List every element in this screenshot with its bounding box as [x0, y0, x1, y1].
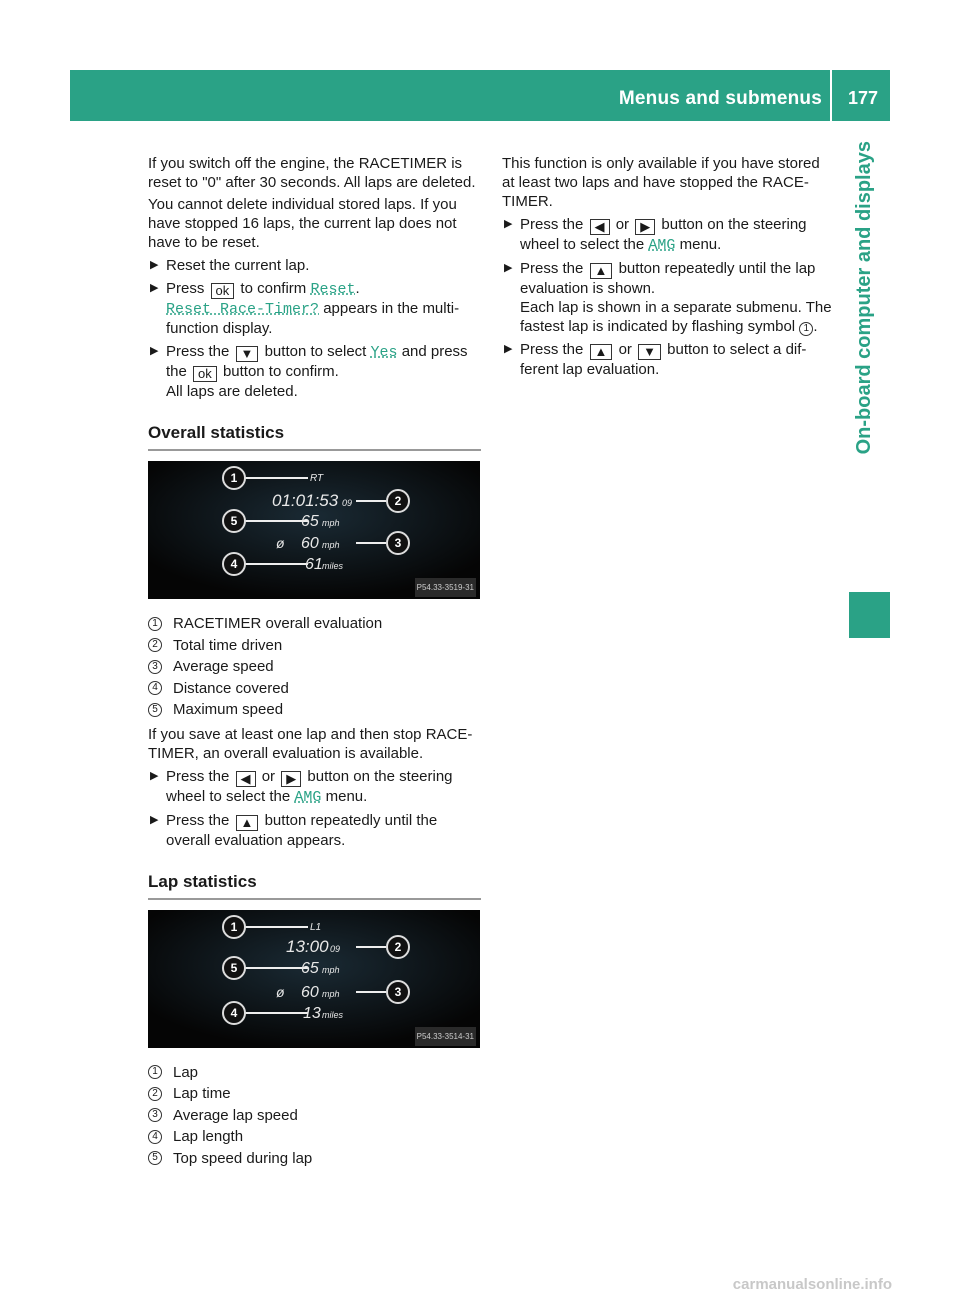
- down-key-icon: ▼: [236, 346, 259, 362]
- time-sub: 09: [342, 498, 353, 508]
- left-column: [148, 154, 481, 1169]
- instruction-step: ▶ Press the ▲ or ▼ button to select a dif-ferent lap evaluation.: [504, 341, 807, 378]
- time-sub: 09: [330, 943, 341, 954]
- ok-key-icon: ok: [193, 366, 217, 382]
- time-value: 13:00: [286, 936, 329, 956]
- display-text: Reset: [310, 281, 356, 298]
- section-heading: Overall statistics: [148, 423, 481, 451]
- side-tab-label: On-board computer and displays: [853, 141, 875, 455]
- right-column: [502, 154, 835, 382]
- arrow-right-icon: ▶: [150, 813, 159, 826]
- up-key-icon: ▲: [236, 815, 259, 831]
- down-key-icon: ▼: [638, 344, 661, 360]
- arrow-right-icon: ▶: [150, 345, 159, 357]
- display-text: AMG: [648, 237, 676, 254]
- speed-unit: mph: [322, 518, 340, 528]
- label-top: RT: [310, 473, 324, 484]
- arrow-right-icon: ▶: [150, 769, 159, 782]
- ok-key-icon: ok: [211, 283, 235, 299]
- figure-code: P54.33-3519-31: [415, 578, 476, 597]
- paragraph: This function is only available if you have stored at least two laps and have stopped the RACE-TIMER.: [502, 155, 820, 210]
- header-separator: [830, 70, 832, 121]
- side-tab-marker: [849, 592, 890, 638]
- speed-unit: mph: [322, 540, 340, 550]
- page-number: 177: [847, 88, 878, 108]
- paragraph: If you save at least one lap and then stop RACE-TIMER, an overall evaluation is available.: [148, 725, 473, 762]
- left-key-icon: ◀: [236, 771, 256, 787]
- time-value: 01:01:53: [272, 491, 339, 510]
- right-key-icon: ▶: [281, 771, 301, 787]
- callout-2: 2: [394, 494, 402, 508]
- figure-code: P54.33-3514-31: [415, 1027, 476, 1046]
- callout-1: 1: [230, 919, 238, 934]
- header-title: Menus and submenus: [618, 88, 822, 109]
- instruction-step: ▶ Press the ▲ button repeatedly until the overall evaluation appears.: [150, 811, 438, 849]
- speed-unit: mph: [322, 964, 340, 975]
- instruction-step: ▶ Press the ▼ button to select Yes and press the ok button to confirm. All laps are deleted.: [150, 343, 468, 400]
- legend-item: 4 Distance covered: [148, 678, 481, 700]
- legend-item: 3 Average speed: [148, 656, 481, 678]
- callout-1: 1: [230, 471, 238, 485]
- instruction-step: ▶ Press the ◀ or ▶ button on the steering wheel to select the AMG menu.: [504, 216, 807, 254]
- legend-item: 5 Top speed during lap: [148, 1148, 481, 1170]
- overall-legend: [148, 613, 481, 721]
- left-key-icon: ◀: [590, 219, 610, 235]
- up-key-icon: ▲: [590, 263, 613, 279]
- arrow-right-icon: ▶: [504, 343, 513, 355]
- lap-statistics-figure: [148, 910, 480, 1048]
- display-text: Reset Race-Timer?: [166, 301, 320, 318]
- arrow-right-icon: ▶: [150, 282, 159, 294]
- callout-3: 3: [394, 536, 402, 550]
- side-tab: [849, 121, 890, 591]
- label-top: L1: [310, 921, 322, 933]
- paragraph: You cannot delete individual stored laps. If you have stopped 16 laps, the current lap does not have to be reset.: [148, 196, 457, 251]
- callout-4: 4: [230, 1005, 238, 1020]
- speed-unit: mph: [322, 988, 340, 999]
- lap-legend: [148, 1062, 481, 1170]
- legend-item: 4 Lap length: [148, 1126, 481, 1148]
- avg-symbol: ø: [276, 535, 285, 551]
- distance-unit: miles: [322, 561, 344, 571]
- instruction-step: ▶ Reset the current lap.: [150, 257, 310, 274]
- callout-5: 5: [230, 960, 238, 975]
- up-key-icon: ▲: [590, 344, 613, 360]
- instruction-step: ▶ Press the ◀ or ▶ button on the steering wheel to select the AMG menu.: [150, 767, 453, 806]
- legend-item: 1 Lap: [148, 1062, 481, 1084]
- legend-item: 3 Average lap speed: [148, 1105, 481, 1127]
- display-text: Yes: [370, 344, 398, 361]
- display-text: AMG: [294, 788, 322, 806]
- paragraph: If you switch off the engine, the RACETIMER is reset to "0" after 30 seconds. All laps are deleted.: [148, 155, 476, 191]
- avg-symbol: ø: [276, 983, 285, 1000]
- right-key-icon: ▶: [635, 219, 655, 235]
- callout-3: 3: [394, 984, 402, 999]
- callout-2: 2: [394, 939, 402, 954]
- instruction-step: ▶ Press ok to confirm Reset. Reset Race-Timer? appears in the multi-function display.: [150, 280, 460, 337]
- legend-item: 2 Lap time: [148, 1083, 481, 1105]
- section-heading: Lap statistics: [148, 872, 481, 900]
- callout-5: 5: [230, 514, 238, 528]
- speed-max: 65: [301, 959, 319, 977]
- speed-max: 65: [301, 513, 319, 530]
- distance-value: 61: [305, 556, 323, 573]
- arrow-right-icon: ▶: [504, 218, 513, 230]
- symbol-1-icon: 1: [799, 322, 813, 336]
- distance-value: 13: [303, 1004, 321, 1022]
- legend-item: 5 Maximum speed: [148, 699, 481, 721]
- page-header: [70, 70, 890, 121]
- legend-item: 1 RACETIMER overall evaluation: [148, 613, 481, 635]
- callout-4: 4: [230, 557, 238, 571]
- legend-item: 2 Total time driven: [148, 635, 481, 657]
- overall-statistics-figure: [148, 461, 480, 599]
- arrow-right-icon: ▶: [150, 259, 159, 271]
- speed-avg: 60: [301, 983, 319, 1001]
- footer-watermark: carmanualsonline.info: [732, 1276, 892, 1293]
- instruction-step: ▶ Press the ▲ button repeatedly until the lap evaluation is shown. Each lap is shown in a separate submenu. The fastest lap is indicated by flashing symbol 1 .: [504, 260, 832, 335]
- arrow-right-icon: ▶: [504, 262, 513, 274]
- speed-avg: 60: [301, 535, 319, 552]
- distance-unit: miles: [322, 1009, 344, 1020]
